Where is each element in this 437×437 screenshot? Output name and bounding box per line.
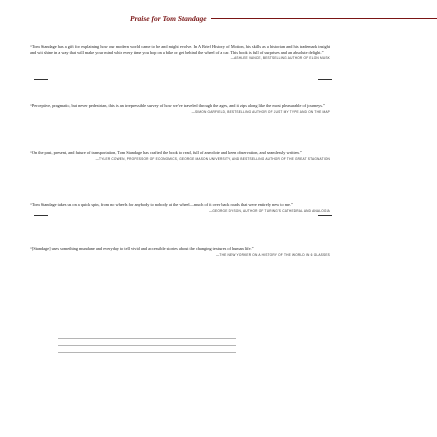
quote-text: “On the past, present, and future of transportation, Tom Standage has crafted the book to read, full of anecdote and keen observation, and seamlessly written.”	[30, 150, 302, 155]
quote-attribution: —ASHLEE VANCE, BESTSELLING AUTHOR OF ELON MUSK	[230, 56, 330, 61]
quote-attribution: —THE NEW YORKER ON A HISTORY OF THE WORLD IN 6 GLASSES	[216, 252, 330, 257]
header-rule	[211, 18, 437, 19]
quote-block	[30, 103, 330, 114]
quote-attribution: —GEORGE DYSON, AUTHOR OF TURING'S CATHEDRAL AND ANALOGIA	[208, 208, 330, 213]
page-header	[30, 10, 437, 26]
faint-line	[58, 345, 236, 346]
quote-attribution: —TYLER COWEN, PROFESSOR OF ECONOMICS, GEORGE MASON UNIVERSITY, AND BESTSELLING AUTHOR OF THE GREAT STAGNATION	[95, 156, 330, 161]
quote-text: “[Standage] uses something mundane and everyday to tell vivid and accessible stories about the changing textures of human life.”	[30, 246, 254, 251]
quote-block	[30, 202, 330, 213]
page-title: Praise for Tom Standage	[130, 13, 207, 23]
faint-line	[58, 338, 236, 339]
divider-rule	[34, 79, 48, 80]
divider-rule	[318, 79, 332, 80]
quote-text: “Tom Standage takes us on a quick spin, from no wheels for anybody to nobody at the wheel—much of it over back roads that were entirely new to me.”	[30, 202, 293, 207]
quote-block	[30, 44, 330, 61]
divider-rule	[34, 215, 48, 216]
quote-text: “Tom Standage has a gift for explaining how our modern world came to be and might evolve. In A Brief History of Motion, his skills as a historian and his trademark insight and wit shine in a way that will make your mind whir every time you hop on a bike or get behind the wheel of a car. This book is full of surprises and an absolute delight.”	[30, 44, 330, 55]
praise-page	[30, 10, 437, 257]
faint-line	[58, 352, 236, 353]
quote-text: “Perceptive, pragmatic, but never pedestrian, this is an irrepressible survey of how we've traveled through the ages, and it zips along like the most pleasurable of journeys.”	[30, 103, 325, 108]
bleed-through-lines	[58, 338, 236, 359]
quote-attribution: —SIMON GARFIELD, BESTSELLING AUTHOR OF JUST MY TYPE AND ON THE MAP	[191, 109, 330, 114]
quote-block	[30, 150, 330, 161]
divider-rule	[318, 215, 332, 216]
quote-block	[30, 246, 330, 257]
